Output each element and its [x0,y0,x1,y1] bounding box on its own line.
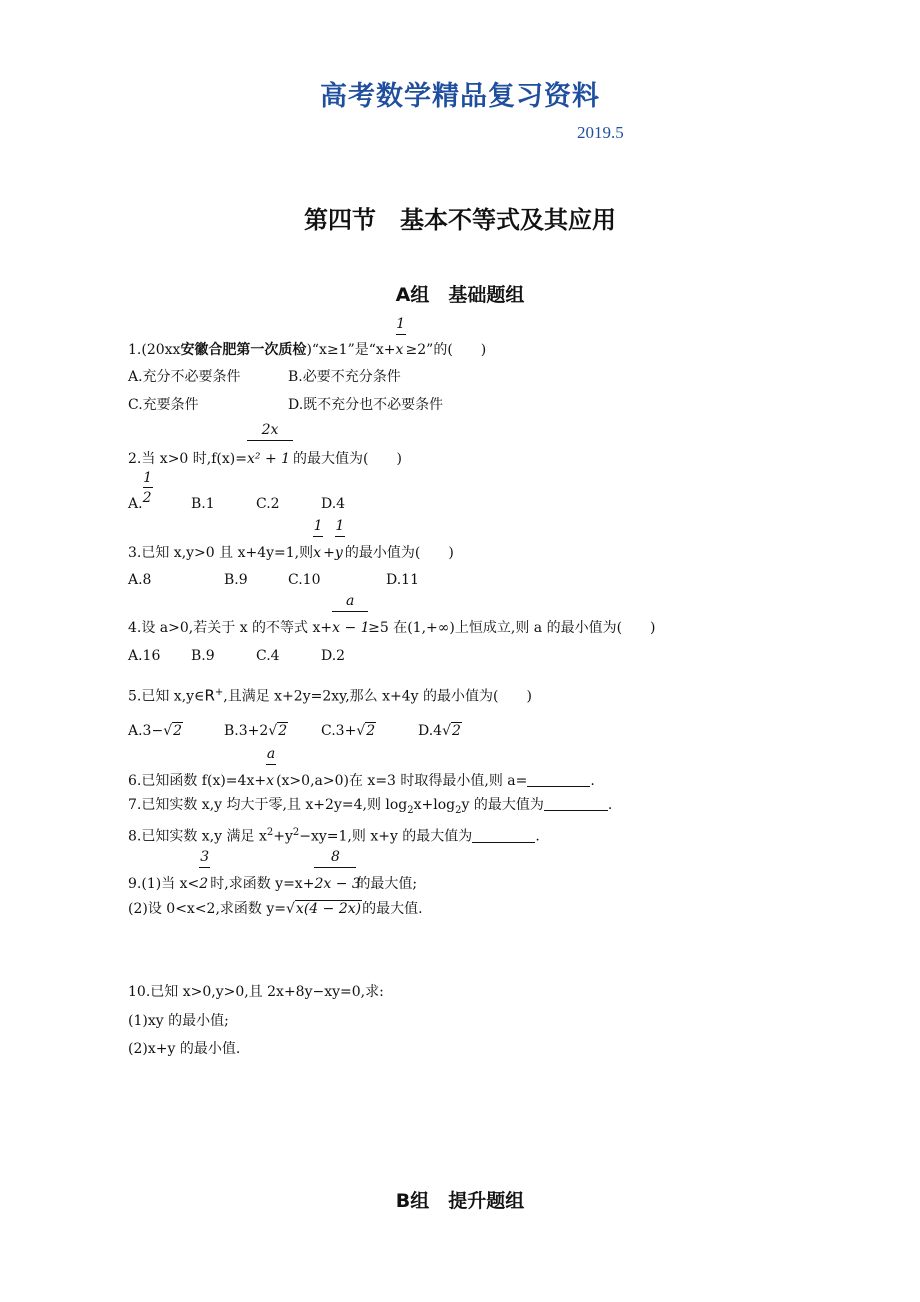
q1-option-d: D.既不充分也不必要条件 [288,397,444,413]
q1-prefix: 1.(20xx [128,342,181,358]
q5-a-text: A.3− [128,723,164,739]
q5-b-root: √ [268,723,278,739]
q8-end: . [535,828,540,845]
q5-option-b [224,722,288,740]
question-5 [128,684,532,706]
q7-suffix: y 的最大值为 [461,797,544,813]
q5-option-d [418,722,462,740]
q1-option-b: B.必要不充分条件 [288,369,401,385]
doc-title: 高考数学精品复习资料 [320,81,600,112]
q6-prefix: 6.已知函数 f(x)=4x+ [128,773,267,789]
q5-d-radicand: 2 [452,723,461,739]
q9-p1-suffix: 的最大值; [356,876,418,892]
q9-f1-bar [199,867,210,868]
q5-set: R [204,686,215,705]
q7-sub1: 2 [407,804,414,816]
q2-frac-bar [247,440,293,441]
q2-option-a [128,470,153,513]
q9-p2-radicand: x(4 − 2x) [295,901,362,917]
q6-frac-bar [266,764,276,765]
group-a-heading: A组 基础题组 [395,284,525,306]
q2-a-num: 1 [143,470,153,486]
q3-f1-num: 1 [313,518,323,534]
question-10-part-2: (2)x+y 的最小值. [128,1041,241,1057]
question-1 [128,316,487,359]
q9-f2-num: 8 [330,849,340,865]
q3-fraction-2 [334,518,345,562]
question-4 [128,593,656,637]
q1-mid: )“x≥1”是“x+ [306,342,396,358]
q9-p1-prefix: 9.(1)当 x< [128,876,200,892]
q6-suffix: (x>0,a>0)在 x=3 时取得最小值,则 a= [276,773,528,789]
q8-prefix: 8.已知实数 x,y 满足 x [128,828,267,845]
q2-option-c: C.2 [256,496,280,512]
q4-option-b: B.9 [191,648,215,664]
q1-frac-den: x [395,342,404,358]
q8-mid2: −xy=1,则 x+y 的最大值为 [299,828,473,845]
q5-a-root: √ [163,723,173,739]
question-2 [128,422,402,468]
q5-suffix: ,且满足 x+2y=2xy,那么 x+4y 的最小值为( ) [223,688,532,705]
q2-option-a-label: A. [128,496,143,512]
q9-f1-num: 3 [200,849,210,865]
q6-frac-num: a [266,746,276,762]
q3-f2-den: y [334,545,343,561]
q2-option-a-fraction [142,470,153,513]
q5-b-text: B.3+2 [224,723,269,739]
question-10-stem: 10.已知 x>0,y>0,且 2x+8y−xy=0,求: [128,984,384,1000]
q1-source: 安徽合肥第一次质检 [180,342,307,358]
question-8 [128,824,540,846]
q4-frac-den: x − 1 [332,620,370,636]
q9-f1-den: 2 [199,876,209,892]
q5-c-radicand: 2 [366,723,376,739]
q2-option-d: D.4 [321,496,346,512]
q5-b-radicand: 2 [278,723,288,739]
question-7 [128,796,612,820]
q4-option-c: C.4 [256,648,280,664]
q3-suffix: 的最小值为( ) [344,545,454,561]
q3-option-d: D.11 [386,572,419,588]
q9-fraction-1 [199,849,210,893]
q2-a-bar [143,487,153,488]
q3-option-a: A.8 [128,572,152,588]
q9-p1-mid: 时,求函数 y=x+ [210,876,315,892]
q3-option-b: B.9 [224,572,248,588]
q5-d-root: √ [442,723,452,739]
q3-plus: + [323,545,335,561]
q2-option-b: B.1 [191,496,215,512]
q4-option-d: D.2 [321,648,346,664]
question-9-part-2 [128,900,423,918]
q4-frac-num: a [345,593,355,609]
q1-frac-bar [396,334,406,335]
question-3 [128,518,454,562]
q1-fraction [395,316,406,359]
q7-prefix: 7.已知实数 x,y 均大于零,且 x+2y=4,则 log [128,797,408,813]
q5-option-c [321,722,376,740]
q7-end: . [607,797,613,813]
q6-frac-den: x [266,773,274,789]
q2-prefix: 2.当 x>0 时,f(x)= [128,451,247,467]
question-9-part-1 [128,849,418,893]
q6-answer-blank[interactable] [527,772,590,787]
q9-fraction-2 [314,849,361,893]
q8-mid1: +y [273,828,293,845]
q1-suffix: ≥2”的( ) [405,342,487,358]
q3-fraction-1 [313,518,323,562]
q5-a-radicand: 2 [173,723,183,739]
q3-f2-num: 1 [335,518,345,534]
q2-frac-num: 2x [261,422,279,438]
q9-p2-root: √ [286,901,295,917]
q7-sub2: 2 [455,804,462,816]
q6-fraction [266,746,276,790]
q2-suffix: 的最大值为( ) [292,451,402,467]
q3-prefix: 3.已知 x,y>0 且 x+4y=1,则 [128,545,314,561]
q9-p2-prefix: (2)设 0<x<2,求函数 y= [128,901,286,917]
q8-sup2: 2 [292,827,300,838]
q1-option-c: C.充要条件 [128,397,199,413]
question-10-part-1: (1)xy 的最小值; [128,1013,229,1029]
q1-option-a: A.充分不必要条件 [128,369,241,385]
q4-frac-bar [332,611,368,612]
q5-c-root: √ [356,723,366,739]
q3-option-c: C.10 [288,572,321,588]
q3-f2-bar [335,536,345,537]
q5-prefix: 5.已知 x,y∈ [128,688,205,705]
q3-f1-den: x [313,545,322,561]
q9-f2-den: 2x − 3 [314,876,361,892]
q6-end: . [590,773,595,789]
q8-sup1: 2 [266,827,274,838]
q4-fraction [332,593,370,637]
q9-f2-bar [314,867,356,868]
q2-frac-den: x² + 1 [246,451,291,467]
q5-set-sup: + [214,687,224,698]
question-6 [128,746,595,790]
q4-option-a: A.16 [128,648,161,664]
q3-f1-bar [313,536,323,537]
q4-suffix: ≥5 在(1,+∞)上恒成立,则 a 的最小值为( ) [368,620,656,636]
q7-mid: x+log [413,797,456,813]
q5-d-text: D.4 [418,723,443,739]
q1-frac-num: 1 [396,316,405,332]
q9-p2-suffix: 的最大值. [362,901,423,917]
section-title: 第四节 基本不等式及其应用 [304,206,616,234]
q2-a-den: 2 [142,490,152,506]
doc-date: 2019.5 [577,123,624,142]
q7-answer-blank[interactable] [544,796,608,811]
q5-option-a [128,722,183,740]
q4-prefix: 4.设 a>0,若关于 x 的不等式 x+ [128,620,333,636]
q5-c-text: C.3+ [321,723,357,739]
group-b-heading: B组 提升题组 [395,1190,525,1212]
q2-fraction [246,422,293,468]
q8-answer-blank[interactable] [472,828,535,843]
